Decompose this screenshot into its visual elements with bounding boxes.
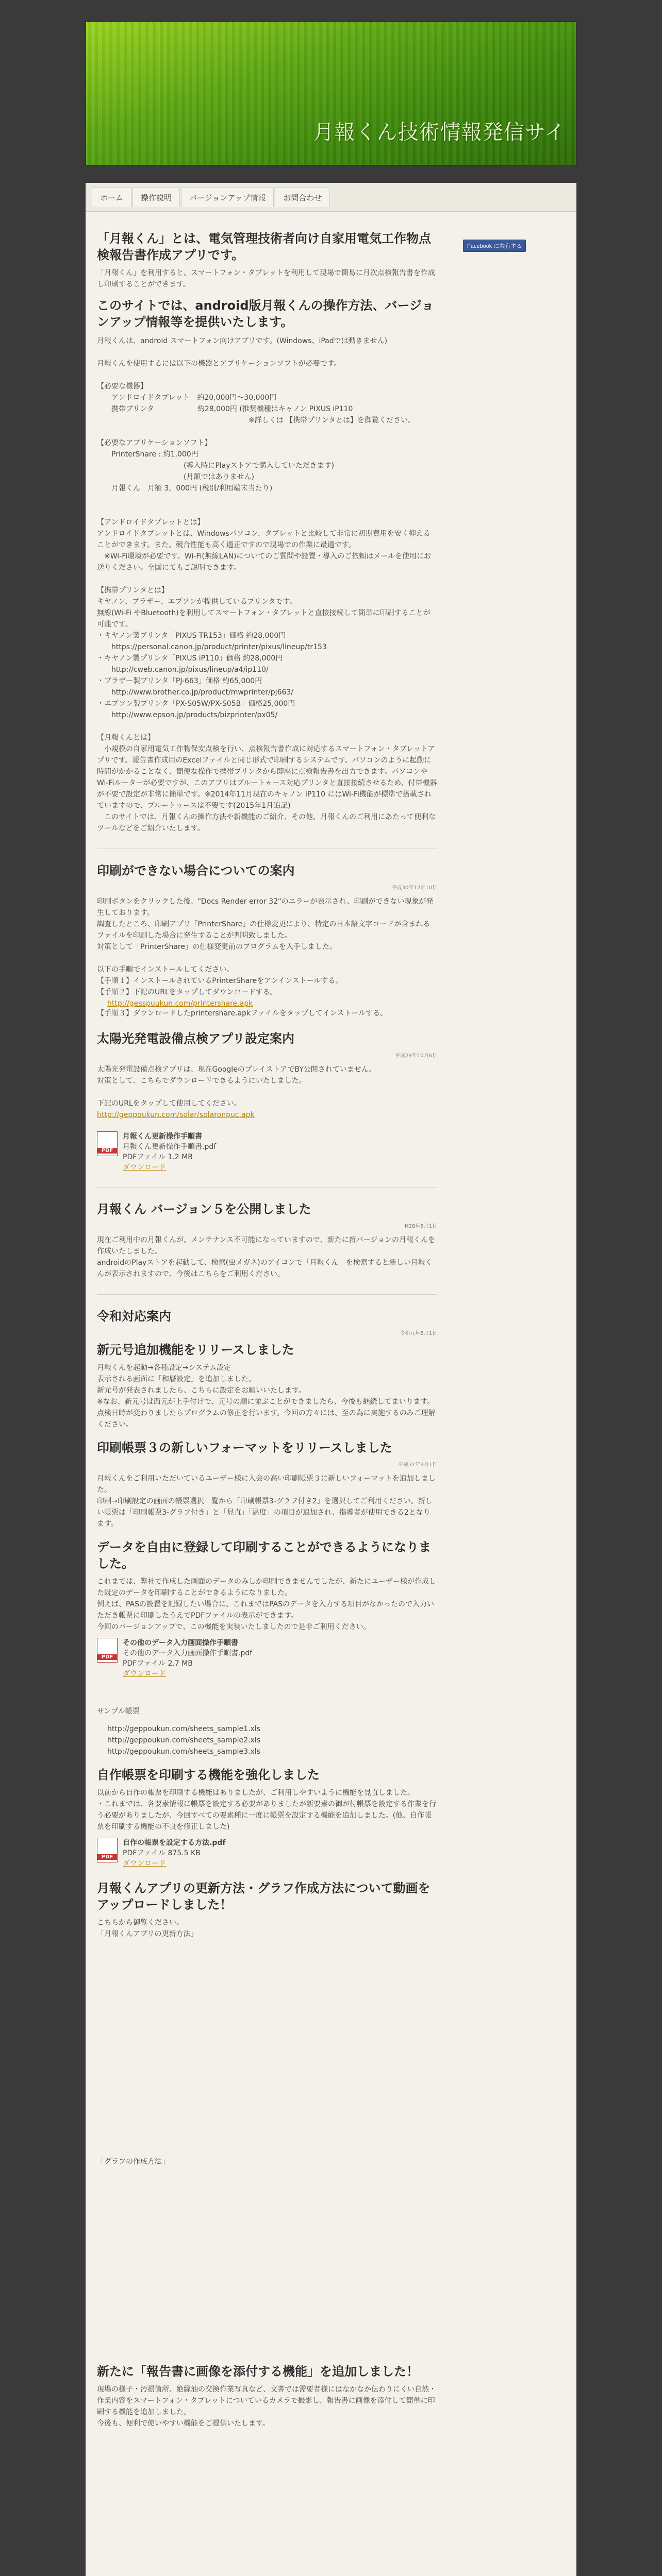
solar-app-download-link[interactable]: http://geppoukun.com/solar/solaronpuc.apk bbox=[97, 1111, 255, 1119]
intro-section bbox=[97, 230, 437, 834]
post-title: 印刷帳票３の新しいフォーマットをリリースしました bbox=[97, 1440, 392, 1455]
site-title[interactable]: 月報くん技術情報発信サイ bbox=[313, 121, 566, 144]
post-reiwa bbox=[97, 1308, 437, 1336]
file-type: PDFファイル 1.2 MB bbox=[123, 1153, 193, 1161]
nav-item-version-info[interactable]: バージョンアップ情報 bbox=[181, 188, 274, 207]
post-solar-app bbox=[97, 1030, 437, 1173]
post-text: 以前から自作の帳票を印刷する機能はありましたが、ご利用しやすいように機能を見直しました。 ・これまでは、各要素情報に帳票を設定する必要がありましたが新要素の御が付帳票を設定する作業を行う必要がありましたが、今回すべての要素種に一度に帳票を設定する機能を追加しました。(他、自作帳票を印刷する機能の不良を修正しました) bbox=[97, 1789, 436, 1831]
sample-link[interactable]: http://geppoukun.com/sheets_sample1.xls bbox=[107, 1725, 260, 1733]
divider bbox=[97, 1294, 437, 1295]
post-date: 平成29年10月6日 bbox=[395, 1053, 437, 1059]
file-attachment bbox=[97, 1131, 437, 1173]
pdf-file-icon bbox=[97, 1638, 118, 1663]
post-text: 現場の様子・汚損箇所、絶縁油の交換作業写真など、文書では需要者様にはなかなか伝わりにくい自然・作業内容をスマートフォン・タブレットについているカメラで撮影し、報告書に画像を添付して簡単に印刷する機能を追加しました。 今後も、便利で使いやすい機能をご提供いたします。 bbox=[97, 2385, 436, 2428]
file-title: 自作の帳票を設定する方法.pdf bbox=[123, 1839, 226, 1847]
post-text: 月報くんをご利用いただいているユーザー様に入会の高い印刷帳票３に新しいフォーマットを追加しました。 印刷→印刷設定の画面の帳票選択一覧から「印刷帳票3-グラフ付き2」を選択してご利用ください。新しい帳票は「印刷帳票3-グラフ付き」と「見直」「温度」の項目が追加され、指導者が使用できる2となります。 bbox=[97, 1475, 436, 1528]
pdf-file-icon bbox=[97, 1131, 118, 1156]
nav-item-contact[interactable]: お問合わせ bbox=[275, 188, 330, 207]
download-link[interactable]: ダウンロード bbox=[123, 1670, 166, 1678]
post-text: 現在ご利用中の月報くんが、メンテナンス不可能になっていますので、新たに新バージョンの月報くんを作成いたしました。 androidのPlayストアを起動して、検索(虫メガネ)のアイコンで「月報くん」を検索すると新しい月報くんが表示されますので、今後はこちらをご利用ください。 bbox=[97, 1236, 436, 1278]
main-nav bbox=[86, 183, 576, 212]
post-title: 自作帳票を印刷する機能を強化しました bbox=[97, 1768, 320, 1782]
file-attachment bbox=[97, 1638, 437, 1679]
pdf-file-icon bbox=[97, 1838, 118, 1862]
post-date: H28年5月1日 bbox=[405, 1224, 437, 1229]
post-title: 太陽光発電設備点検アプリ設定案内 bbox=[97, 1031, 295, 1046]
nav-item-instructions[interactable]: 操作説明 bbox=[133, 188, 180, 207]
nav-item-home[interactable]: ホーム bbox=[92, 188, 131, 207]
post-date: 平成31年3月1日 bbox=[398, 1462, 437, 1468]
video-label: 「グラフの作成方法」 bbox=[97, 2158, 169, 2166]
post-image-attach bbox=[97, 2363, 437, 2429]
post-text: これまでは、弊社で作成した画面のデータのみしか印刷できませんでしたが、新たにユーザー様が作成した既定のデータを印刷することができるようになりました。 例えば、PASの設置を記録したい場合に、これまではPASのデータを入力する項目がなかったので入力いただき帳票に印刷したうえでPDFファイルの表示ができます。 今回のバージョンアップで、この機能を実装いたしましたので是非ご利用ください。 bbox=[97, 1578, 436, 1631]
post-text: 月報くんを起動→各種設定→システム設定 表示される画面に「和暦設定」を追加しました。 新元号が発表されましたら、こちらに設定をお願いいたします。 ※なお、新元号は西元が上手付けで、元号の順に並ぶことができましたら、今後も継続してまいります。 点検日時が変わりましたらプログラムの修正を行います。今回の方々には、至の為に実施するのみご理解ください。 bbox=[97, 1364, 436, 1429]
post-text-step3: 【手順３】ダウンロードしたprintershare.apkファイルをタップしてインストールする。 bbox=[97, 1009, 388, 1018]
site-header bbox=[86, 21, 576, 165]
divider bbox=[97, 1187, 437, 1188]
video-embed[interactable] bbox=[97, 2167, 437, 2363]
file-title: 月報くん更新操作手順書 bbox=[123, 1132, 202, 1141]
post-custom-data bbox=[97, 1539, 437, 1757]
printershare-download-link[interactable]: http://gesspuukun.com/printershare.apk bbox=[107, 999, 253, 1008]
file-title: その他のデータ入力画面操作手順書 bbox=[123, 1639, 238, 1647]
intro-title: 「月報くん」とは、電気管理技術者向け自家用電気工作物点検報告書作成アプリです。 bbox=[97, 231, 431, 262]
sidebar bbox=[463, 240, 556, 252]
post-title: 月報くん バージョン５を公開しました bbox=[97, 1202, 311, 1216]
file-name: その他のデータ入力画面操作手順書.pdf bbox=[123, 1649, 253, 1657]
file-type: PDFファイル 875.5 KB bbox=[123, 1849, 201, 1857]
post-title: 新元号追加機能をリリースしました bbox=[97, 1343, 294, 1357]
page-body bbox=[86, 212, 576, 2576]
post-title: データを自由に登録して印刷することができるようになりました。 bbox=[97, 1540, 431, 1571]
file-name: 月報くん更新操作手順書.pdf bbox=[123, 1143, 217, 1151]
post-version5 bbox=[97, 1201, 437, 1280]
post-title: 新たに「報告書に画像を添付する機能」を追加しました！ bbox=[97, 2364, 419, 2379]
post-text: 太陽光発電設備点検アプリは、現在GoogleのプレイストアでBY公開されていません。 対策として、こちらでダウンロードできるようにいたしました。 下記のURLをタップして使用してください。 bbox=[97, 1065, 376, 1108]
post-custom-report bbox=[97, 1767, 437, 1869]
download-link[interactable]: ダウンロード bbox=[123, 1859, 166, 1868]
post-print-error bbox=[97, 862, 437, 1019]
main-content bbox=[97, 230, 437, 2576]
post-new-era bbox=[97, 1342, 437, 1430]
intro-text: 「月報くん」を利用すると、スマートフォン・タブレットを利用して現場で簡易に月次点検報告書を作成し印刷することができます。 bbox=[97, 269, 435, 289]
post-title: 月報くんアプリの更新方法・グラフ作成方法について動画をアップロードしました！ bbox=[97, 1881, 431, 1912]
sample-label: サンプル帳票 bbox=[97, 1707, 140, 1716]
post-title: 印刷ができない場合についての案内 bbox=[97, 863, 295, 878]
download-link[interactable]: ダウンロード bbox=[123, 1163, 166, 1172]
post-videos bbox=[97, 1880, 437, 2363]
sample-link[interactable]: http://geppoukun.com/sheets_sample2.xls bbox=[107, 1736, 260, 1744]
facebook-share-button[interactable]: Facebook に共有する bbox=[463, 240, 526, 252]
video-embed[interactable] bbox=[97, 1940, 437, 2156]
post-text: 印刷ボタンをクリックした後、"Docs Render error 32"のエラーが表示され、印刷ができない現象が発生しております。 調査したところ、印刷アプリ「PrinterShare」の仕様変更により、特定の日本語文字コードが含まれるファイルを印刷した場合に発生することが判明致しました。 対策として「PrinterShare」の仕様変更前のプログラムを入手しました。 以下の手順でインストールしてください。 【手順１】インストールされているPrinterShareをアンインストールする。 【手順２】下記のURLをタップしてダウンロードする。 bbox=[97, 897, 434, 996]
intro-subtitle: このサイトでは、android版月報くんの操作方法、バージョンアップ情報等を提供いたします。 bbox=[97, 298, 434, 329]
sample-link[interactable]: http://geppoukun.com/sheets_sample3.xls bbox=[107, 1748, 260, 1756]
post-report3-format bbox=[97, 1439, 437, 1530]
post-date: 令和元年5月1日 bbox=[400, 1331, 437, 1336]
post-text: こちらから御覧ください。 「月報くんアプリの更新方法」 bbox=[97, 1919, 198, 1938]
intro-body: 月報くんは、android スマートフォン向けアプリです。(Windows、iPadでは動きません) 月報くんを使用するには以下の機器とアプリケーションソフトが必要です。 【必要な機器】 アンドロイドタブレット 約20,000円～30,000円 携帯プリンタ 約28,000円 (推奨機種はキャノン PIXUS iP110 ※詳しくは 【携帯プリンタとは】を御覧ください。 【必要なアプリケーションソフト】 PrinterShare : 約1,000円 (導入時にPlayストアで購入していただきます) (月額ではありません) 月報くん 月額 3，000円 (税別/利用端末当たり) 【アンドロイドタブレットとは】 アンドロイドタブレットとは、Windowsパソコン、タブレットと比較して非常に初期費用を安く抑えることができます。また、競合性能も高く適正ですので現場での作業に最適です。 ※Wi-Fi環境が必要です。Wi-Fi(無線LAN)についてのご質問や設置・導入のご依頼はメールを使用にお送りください。全国にてもご説明できます。 【携帯プリンタとは】 キヤノン、ブラザー、エプソンが提供しているプリンタです。 無線(Wi-Fi やBluetooth)を利用してスマートフォン・タブレットと直接接続して簡単に印刷することが可能です。 ・キヤノン製プリンタ「PIXUS TR153」価格 約28,000円 https://personal.canon.jp/product/printer/pixus/lineup/tr153 ・キヤノン製プリンタ「PIXUS iP110」価格 約28,000円 http://cweb.canon.jp/pixus/lineup/a4/ip110/ ・ブラザー製プリンタ「PJ-663」価格 約65,000円 http://www.brother.co.jp/product/mwprinter/pj663/ ・エプソン製プリンタ「PX-S05W/PX-S05B」価格25,000円 http://www.epson.jp/products/bizprinter/px05/ 【月報くんとは】 小規模の自家用電気工作物保安点検を行い、点検報告書作成に対応するスマートフォン・タブレットアプリです。報告書作成用のExcelファイルと同じ形式で印刷するシステムです。パソコンのように起動に時間がかかることなく、簡便な操作で携帯プリンタから即座に点検報告書を出力できます。パソコンやWi-Fiルーターが必要ですが、このアプリはブルートゥース対応プリンタと直接接続させるため、付帯機器が不要で設定が非常に簡単です。※2014年11月現在のキャノン iP110 にはWi-Fi機能が標準で搭載されていますので、ブルートゥースは不要です(2015年1月追記) このサイトでは、月報くんの操作方法や新機能のご紹介、その他、月報くんのご利用にあたって便利なツールなどをご紹介いたします。 bbox=[97, 337, 437, 833]
post-date: 平成30年12月10日 bbox=[391, 885, 437, 891]
file-attachment bbox=[97, 1838, 437, 1869]
file-type: PDFファイル 2.7 MB bbox=[123, 1659, 193, 1668]
post-title: 令和対応案内 bbox=[97, 1309, 171, 1324]
